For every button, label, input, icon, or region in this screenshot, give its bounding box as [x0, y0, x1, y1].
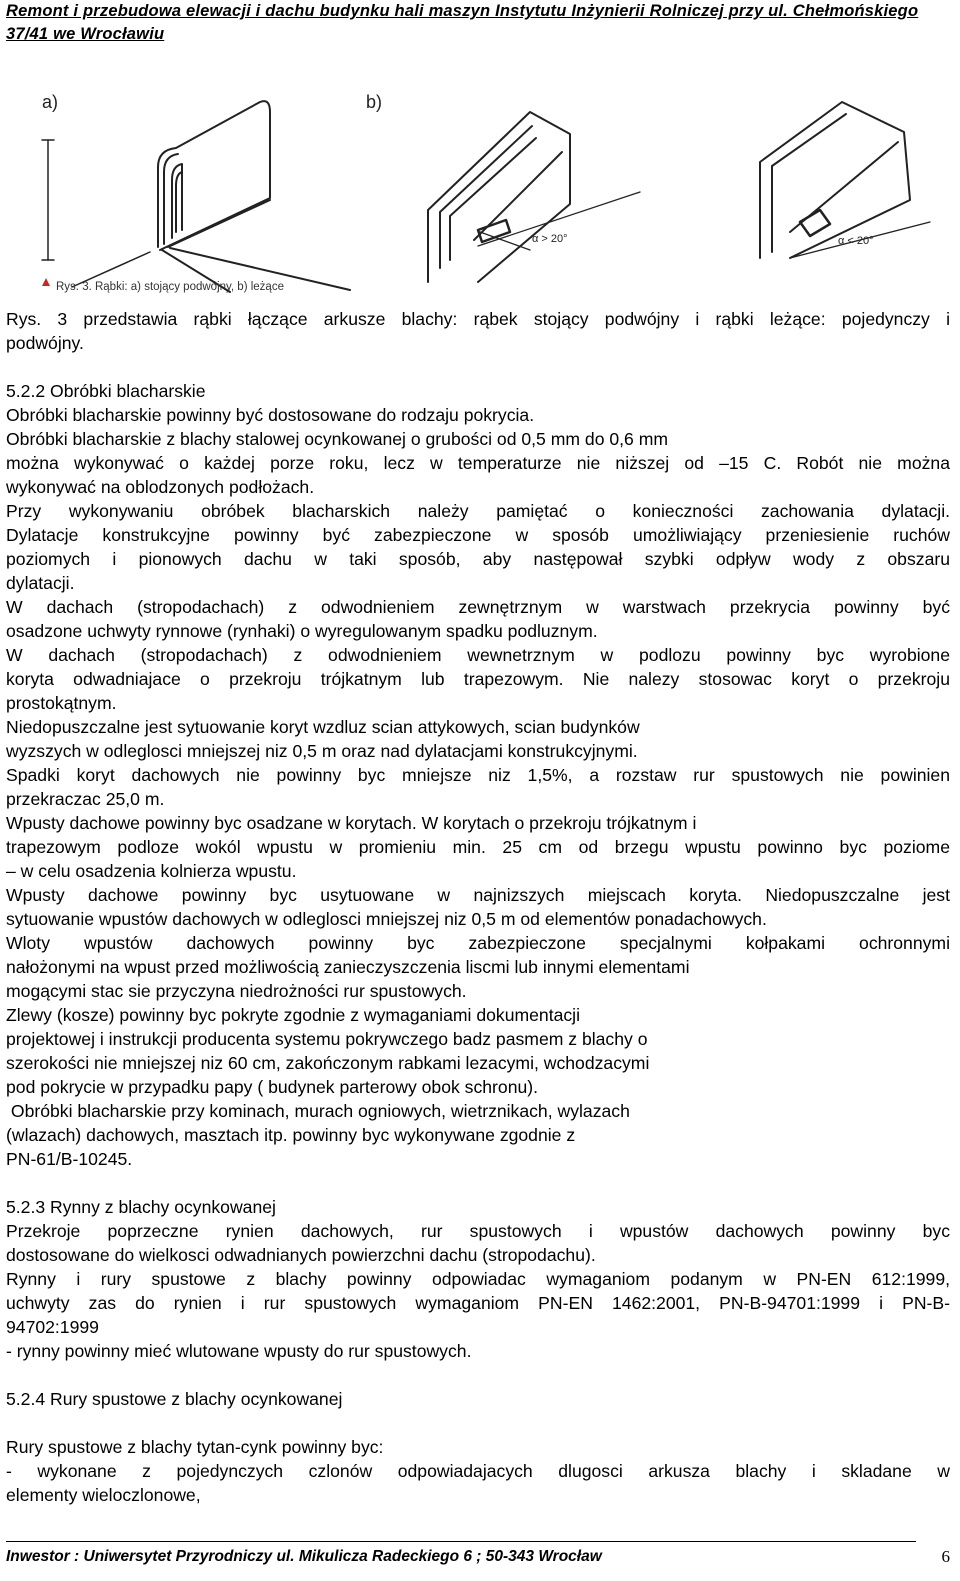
- section-heading-5-2-3: 5.2.3 Rynny z blachy ocynkowanej: [6, 1197, 276, 1217]
- paragraph-line: szerokości nie mniejszej niz 60 cm, zakończonym rabkami lezacymi, wchodzacymi: [6, 1053, 650, 1073]
- paragraph-line: poziomych i pionowych dachu w taki sposób, aby następował szybki odpływ wody z obszaru: [6, 549, 950, 569]
- paragraph-line: elementy wieloczlonowe,: [6, 1485, 201, 1505]
- paragraph-line: – w celu osadzenia kolnierza wpustu.: [6, 861, 297, 881]
- paragraph-line: trapezowym podloze wokól wpustu w promieniu min. 25 cm od brzegu wpustu powinno byc poziome: [6, 837, 950, 857]
- paragraph-line: Niedopuszczalne jest sytuowanie koryt wzdluz scian attykowych, scian budynków: [6, 717, 640, 737]
- paragraph-line: dylatacji.: [6, 573, 75, 593]
- figure-drawing: [30, 82, 950, 300]
- paragraph-line: Zlewy (kosze) powinny byc pokryte zgodnie z wymaganiami dokumentacji: [6, 1005, 580, 1025]
- section-heading-5-2-4: 5.2.4 Rury spustowe z blachy ocynkowanej: [6, 1389, 343, 1409]
- paragraph-line: osadzone uchwyty rynnowe (rynhaki) o wyregulowanym spadku podluznym.: [6, 621, 598, 641]
- paragraph-line: Obróbki blacharskie z blachy stalowej ocynkowanej o grubości od 0,5 mm do 0,6 mm: [6, 429, 669, 449]
- paragraph-line: pod pokrycie w przypadku papy ( budynek parterowy obok schronu).: [6, 1077, 539, 1097]
- figure-angle-left: α > 20°: [532, 233, 568, 245]
- header-line-2: 37/41 we Wrocławiu: [6, 25, 165, 43]
- figure-angle-right: α < 20°: [838, 235, 874, 247]
- figure-label-a: a): [42, 92, 59, 112]
- paragraph-line: Dylatacje konstrukcyjne powinny być zabezpieczone w sposób umożliwiający przeniesienie ruchów: [6, 525, 950, 545]
- paragraph-line: PN-61/B-10245.: [6, 1149, 133, 1169]
- paragraph-line: W dachach (stropodachach) z odwodnieniem wewnetrznym w podlozu powinny byc wyrobione: [6, 645, 950, 665]
- footer-investor-text: Inwestor : Uniwersytet Przyrodniczy ul. Mikulicza Radeckiego 6 ; 50-343 Wrocław: [6, 1548, 602, 1565]
- paragraph-line: 94702:1999: [6, 1317, 99, 1337]
- paragraph-line: prostokątnym.: [6, 693, 117, 713]
- paragraph-line: Wpusty dachowe powinny byc usytuowane w najnizszych miejscach koryta. Niedopuszczalne jest: [6, 885, 950, 905]
- caption-triangle-icon: [42, 278, 50, 286]
- page-number: 6: [941, 1547, 950, 1566]
- document-footer: [6, 1545, 950, 1569]
- paragraph-line: Spadki koryt dachowych nie powinny byc mniejsze niz 1,5%, a rozstaw rur spustowych nie powinien: [6, 765, 950, 785]
- paragraph-line: W dachach (stropodachach) z odwodnieniem zewnętrznym w warstwach przekrycia powinny być: [6, 597, 950, 617]
- document-header: [6, 0, 946, 46]
- paragraph-line: mogącymi stac sie przyczyna niedrożności rur spustowych.: [6, 981, 467, 1001]
- paragraph-line: - rynny powinny mieć wlutowane wpusty do rur spustowych.: [6, 1341, 472, 1361]
- figure-rabki: [30, 82, 950, 300]
- paragraph-line: wykonywać na oblodzonych podłożach.: [6, 477, 315, 497]
- figure-label-b: b): [366, 92, 383, 112]
- paragraph-line: Rynny i rury spustowe z blachy powinny odpowiadac wymaganiom podanym w PN-EN 612:1999,: [6, 1269, 950, 1289]
- paragraph-line: sytuowanie wpustów dachowych w odleglosci mniejszej niz 0,5 m od elementów ponadachowych.: [6, 909, 767, 929]
- paragraph-line: Obróbki blacharskie przy kominach, murach ogniowych, wietrznikach, wylazach: [6, 1101, 630, 1121]
- paragraph-line: dostosowane do wielkosci odwadnianych powierzchni dachu (stropodachu).: [6, 1245, 596, 1265]
- paragraph-line: Wloty wpustów dachowych powinny byc zabezpieczone specjalnymi kołpakami ochronnymi: [6, 933, 950, 953]
- paragraph-line: nałożonymi na wpust przed możliwością zanieczyszczenia liscmi lub innymi elementami: [6, 957, 690, 977]
- document-body: [6, 307, 950, 1507]
- paragraph-line: koryta odwadniajace o przekroju trójkatnym lub trapezowym. Nie nalezy stosowac koryt o przekroju: [6, 669, 950, 689]
- paragraph-line: przekraczac 25,0 m.: [6, 789, 165, 809]
- paragraph-line: Przekroje poprzeczne rynien dachowych, rur spustowych i wpustów dachowych powinny byc: [6, 1221, 950, 1241]
- paragraph-line: uchwyty zas do rynien i rur spustowych wymaganiom PN-EN 1462:2001, PN-B-94701:1999 i PN-B-: [6, 1293, 950, 1313]
- figure-caption: Rys. 3. Rąbki: a) stojący podwójny, b) leżące: [56, 281, 284, 293]
- paragraph-line: projektowej i instrukcji producenta systemu pokrywczego badz pasmem z blachy o: [6, 1029, 648, 1049]
- paragraph-line: Rury spustowe z blachy tytan-cynk powinny byc:: [6, 1437, 384, 1457]
- header-line-1: Remont i przebudowa elewacji i dachu budynku hali maszyn Instytutu Inżynierii Rolniczej przy ul. Chełmońskiego: [6, 2, 919, 20]
- paragraph-line: Rys. 3 przedstawia rąbki łączące arkusze blachy: rąbek stojący podwójny i rąbki leżące: pojedynczy i: [6, 309, 950, 329]
- paragraph-line: (wlazach) dachowych, masztach itp. powinny byc wykonywane zgodnie z: [6, 1125, 576, 1145]
- paragraph-line: Obróbki blacharskie powinny być dostosowane do rodzaju pokrycia.: [6, 405, 535, 425]
- paragraph-line: wyzszych w odleglosci mniejszej niz 0,5 m oraz nad dylatacjami konstrukcyjnymi.: [6, 741, 638, 761]
- paragraph-line: - wykonane z pojedynczych czlonów odpowiadajacych dlugosci arkusza blachy i skladane w: [6, 1461, 950, 1481]
- footer-divider: [6, 1541, 916, 1542]
- section-heading-5-2-2: 5.2.2 Obróbki blacharskie: [6, 381, 206, 401]
- paragraph-line: Wpusty dachowe powinny byc osadzane w korytach. W korytach o przekroju trójkatnym i: [6, 813, 697, 833]
- paragraph-line: Przy wykonywaniu obróbek blacharskich należy pamiętać o konieczności zachowania dylatacji.: [6, 501, 950, 521]
- paragraph-line: można wykonywać o każdej porze roku, lecz w temperaturze nie niższej od –15 C. Robót nie można: [6, 453, 950, 473]
- paragraph-line: podwójny.: [6, 333, 84, 353]
